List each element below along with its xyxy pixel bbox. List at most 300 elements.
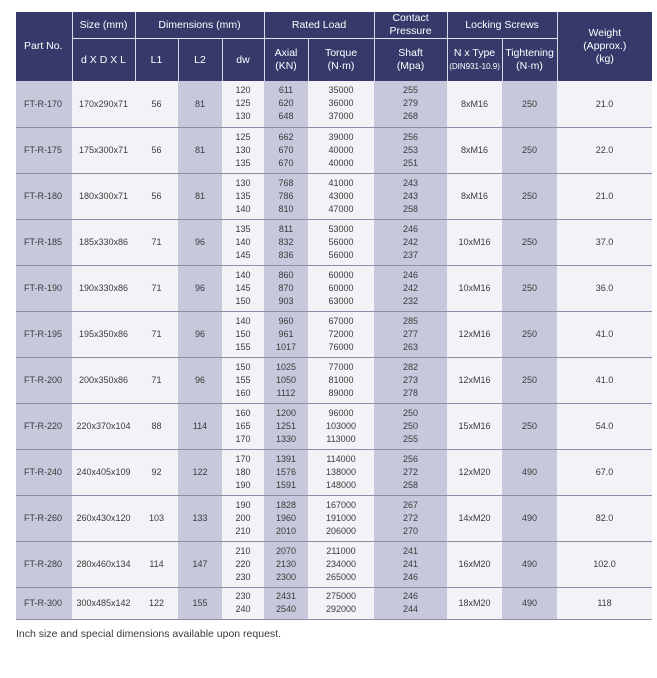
weight-cell: 37.0 bbox=[557, 219, 652, 265]
shaft-pressure-cell-value: 277 bbox=[403, 328, 419, 339]
header-tightening-unit: (N·m) bbox=[516, 60, 543, 72]
l2-cell: 155 bbox=[178, 587, 222, 619]
shaft-pressure-cell-value: 246 bbox=[403, 571, 419, 582]
torque-cell-value: 60000 bbox=[328, 282, 354, 293]
torque-cell-value: 37000 bbox=[328, 111, 354, 122]
tightening-cell: 490 bbox=[502, 449, 557, 495]
size-cell: 240x405x109 bbox=[72, 449, 135, 495]
torque-cell-value: 77000 bbox=[328, 361, 354, 372]
table-row bbox=[16, 403, 652, 449]
torque-cell-value: 36000 bbox=[328, 98, 354, 109]
dw-cell-value: 125 bbox=[235, 98, 251, 109]
shaft-pressure-cell-value: 243 bbox=[403, 190, 419, 201]
weight-cell: 67.0 bbox=[557, 449, 652, 495]
dw-cell-value: 140 bbox=[235, 269, 251, 280]
torque-cell bbox=[308, 219, 374, 265]
axial-load-cell-value: 2300 bbox=[276, 571, 297, 582]
torque-cell-value: 89000 bbox=[328, 387, 354, 398]
dw-cell-value: 130 bbox=[235, 144, 251, 155]
torque-cell bbox=[308, 495, 374, 541]
dw-cell-value: 150 bbox=[235, 295, 251, 306]
header-size-formula: d X D X L bbox=[72, 39, 135, 82]
l1-cell: 71 bbox=[135, 265, 178, 311]
tightening-cell: 250 bbox=[502, 357, 557, 403]
axial-load-cell bbox=[264, 173, 308, 219]
table-row bbox=[16, 81, 652, 127]
tightening-cell: 250 bbox=[502, 403, 557, 449]
l2-cell: 133 bbox=[178, 495, 222, 541]
torque-cell bbox=[308, 541, 374, 587]
l2-cell: 96 bbox=[178, 357, 222, 403]
torque-cell-value: 103000 bbox=[326, 420, 357, 431]
torque-cell-value: 113000 bbox=[326, 433, 356, 444]
l2-cell: 81 bbox=[178, 173, 222, 219]
dw-cell bbox=[222, 219, 264, 265]
torque-cell bbox=[308, 403, 374, 449]
table-row bbox=[16, 587, 652, 619]
header-weight-label: Weight bbox=[588, 27, 622, 39]
shaft-pressure-cell-value: 246 bbox=[403, 223, 419, 234]
part-number-cell: FT-R-200 bbox=[16, 357, 72, 403]
axial-load-cell-value: 1200 bbox=[276, 407, 297, 418]
shaft-pressure-cell-value: 272 bbox=[403, 512, 419, 523]
torque-cell-value: 56000 bbox=[328, 236, 354, 247]
header-part-no: Part No. bbox=[16, 12, 72, 81]
dw-cell-value: 150 bbox=[235, 361, 251, 372]
shaft-pressure-cell-value: 237 bbox=[403, 249, 419, 260]
axial-load-cell-value: 786 bbox=[278, 190, 294, 201]
torque-cell bbox=[308, 81, 374, 127]
axial-load-cell-value: 2130 bbox=[276, 558, 297, 569]
torque-cell-value: 292000 bbox=[326, 604, 357, 614]
l2-cell: 81 bbox=[178, 81, 222, 127]
dw-cell-value: 150 bbox=[235, 328, 251, 339]
shaft-pressure-cell-value: 242 bbox=[403, 236, 419, 247]
header-size: Size (mm) bbox=[72, 12, 135, 39]
part-number-cell: FT-R-280 bbox=[16, 541, 72, 587]
l1-cell: 122 bbox=[135, 587, 178, 619]
dw-cell-value: 125 bbox=[235, 131, 251, 142]
tightening-cell: 250 bbox=[502, 81, 557, 127]
size-cell: 190x330x86 bbox=[72, 265, 135, 311]
dw-cell-value: 140 bbox=[235, 236, 251, 247]
part-number-cell: FT-R-240 bbox=[16, 449, 72, 495]
torque-cell bbox=[308, 265, 374, 311]
dw-cell-value: 190 bbox=[235, 479, 251, 490]
shaft-pressure-cell-value: 232 bbox=[403, 295, 419, 306]
axial-load-cell-value: 2070 bbox=[276, 545, 297, 556]
table-row bbox=[16, 219, 652, 265]
shaft-pressure-cell-value: 282 bbox=[403, 361, 419, 372]
shaft-pressure-cell-value: 255 bbox=[403, 85, 419, 96]
part-number-cell: FT-R-300 bbox=[16, 587, 72, 619]
torque-cell-value: 265000 bbox=[326, 571, 357, 582]
tightening-cell: 250 bbox=[502, 219, 557, 265]
weight-cell: 36.0 bbox=[557, 265, 652, 311]
torque-cell-value: 138000 bbox=[326, 466, 357, 477]
dw-cell-value: 140 bbox=[235, 203, 251, 214]
dw-cell-value: 155 bbox=[235, 341, 251, 352]
torque-cell-value: 41000 bbox=[328, 177, 354, 188]
dw-cell-value: 230 bbox=[235, 571, 251, 582]
part-number-cell: FT-R-190 bbox=[16, 265, 72, 311]
dw-cell-value: 160 bbox=[235, 387, 251, 398]
size-cell: 280x460x134 bbox=[72, 541, 135, 587]
shaft-pressure-cell bbox=[374, 495, 447, 541]
shaft-pressure-cell-value: 270 bbox=[403, 525, 419, 536]
torque-cell-value: 72000 bbox=[328, 328, 354, 339]
shaft-pressure-cell bbox=[374, 311, 447, 357]
shaft-pressure-cell-value: 272 bbox=[403, 466, 419, 477]
shaft-pressure-cell bbox=[374, 587, 447, 619]
axial-load-cell-value: 903 bbox=[278, 295, 294, 306]
l1-cell: 56 bbox=[135, 127, 178, 173]
axial-load-cell-value: 648 bbox=[278, 111, 294, 122]
torque-cell bbox=[308, 449, 374, 495]
part-number-cell: FT-R-260 bbox=[16, 495, 72, 541]
torque-cell-value: 39000 bbox=[328, 131, 354, 142]
torque-cell-value: 191000 bbox=[326, 512, 357, 523]
shaft-pressure-cell-value: 242 bbox=[403, 282, 419, 293]
shaft-pressure-cell-value: 241 bbox=[403, 558, 419, 569]
shaft-pressure-cell bbox=[374, 173, 447, 219]
part-number-cell: FT-R-180 bbox=[16, 173, 72, 219]
torque-cell-value: 96000 bbox=[328, 407, 354, 418]
torque-cell-value: 206000 bbox=[326, 525, 357, 536]
axial-load-cell bbox=[264, 357, 308, 403]
dw-cell-value: 130 bbox=[235, 177, 251, 188]
header-torque-unit: (N·m) bbox=[327, 60, 355, 72]
torque-cell-value: 76000 bbox=[328, 341, 354, 352]
header-rated-load: Rated Load bbox=[264, 12, 374, 39]
dw-cell-value: 155 bbox=[235, 374, 251, 385]
header-torque-label: Torque bbox=[324, 47, 358, 59]
table-row bbox=[16, 127, 652, 173]
shaft-pressure-cell-value: 256 bbox=[403, 131, 419, 142]
header-tightening bbox=[502, 39, 557, 82]
axial-load-cell bbox=[264, 403, 308, 449]
size-cell: 195x350x86 bbox=[72, 311, 135, 357]
dw-cell-value: 140 bbox=[235, 315, 251, 326]
l2-cell: 96 bbox=[178, 265, 222, 311]
header-weight-unit: (kg) bbox=[595, 53, 614, 65]
header-torque bbox=[308, 39, 374, 82]
shaft-pressure-cell-value: 244 bbox=[403, 604, 419, 614]
torque-cell-value: 148000 bbox=[326, 479, 357, 490]
screw-type-cell: 8xM16 bbox=[447, 173, 502, 219]
shaft-pressure-cell bbox=[374, 219, 447, 265]
axial-load-cell bbox=[264, 495, 308, 541]
specification-table bbox=[16, 12, 652, 620]
dw-cell-value: 200 bbox=[235, 512, 251, 523]
dw-cell bbox=[222, 127, 264, 173]
axial-load-cell bbox=[264, 311, 308, 357]
header-weight-approx: (Approx.) bbox=[583, 40, 627, 52]
l1-cell: 56 bbox=[135, 81, 178, 127]
torque-cell bbox=[308, 173, 374, 219]
torque-cell-value: 234000 bbox=[326, 558, 357, 569]
axial-load-cell bbox=[264, 219, 308, 265]
axial-load-cell-value: 1330 bbox=[276, 433, 297, 444]
size-cell: 220x370x104 bbox=[72, 403, 135, 449]
shaft-pressure-cell-value: 241 bbox=[403, 545, 419, 556]
header-shaft-unit: (Mpa) bbox=[396, 60, 425, 72]
table-body bbox=[16, 81, 652, 619]
shaft-pressure-cell-value: 258 bbox=[403, 479, 419, 490]
axial-load-cell-value: 1576 bbox=[276, 466, 297, 477]
shaft-pressure-cell-value: 250 bbox=[403, 407, 419, 418]
axial-load-cell-value: 1591 bbox=[276, 479, 297, 490]
l2-cell: 114 bbox=[178, 403, 222, 449]
torque-cell-value: 63000 bbox=[328, 295, 354, 306]
shaft-pressure-cell-value: 256 bbox=[403, 453, 419, 464]
l2-cell: 96 bbox=[178, 311, 222, 357]
dw-cell bbox=[222, 81, 264, 127]
size-cell: 300x485x142 bbox=[72, 587, 135, 619]
size-cell: 185x330x86 bbox=[72, 219, 135, 265]
dw-cell bbox=[222, 495, 264, 541]
tightening-cell: 490 bbox=[502, 541, 557, 587]
size-cell: 180x300x71 bbox=[72, 173, 135, 219]
header-axial-unit: (KN) bbox=[275, 60, 297, 72]
size-cell: 170x290x71 bbox=[72, 81, 135, 127]
axial-load-cell-value: 670 bbox=[278, 144, 294, 155]
header-axial-label: Axial bbox=[274, 47, 298, 59]
shaft-pressure-cell bbox=[374, 81, 447, 127]
axial-load-cell-value: 2540 bbox=[276, 604, 297, 614]
dw-cell-value: 135 bbox=[235, 190, 251, 201]
axial-load-cell-value: 1050 bbox=[276, 374, 297, 385]
axial-load-cell bbox=[264, 127, 308, 173]
dw-cell-value: 240 bbox=[235, 604, 251, 614]
shaft-pressure-cell-value: 250 bbox=[403, 420, 419, 431]
torque-cell-value: 43000 bbox=[328, 190, 354, 201]
header-nx-type-label: N x Type bbox=[453, 47, 496, 59]
screw-type-cell: 12xM16 bbox=[447, 311, 502, 357]
table-row bbox=[16, 173, 652, 219]
screw-type-cell: 10xM16 bbox=[447, 265, 502, 311]
shaft-pressure-cell-value: 279 bbox=[403, 98, 419, 109]
dw-cell bbox=[222, 541, 264, 587]
dw-cell bbox=[222, 265, 264, 311]
header-dimensions: Dimensions (mm) bbox=[135, 12, 264, 39]
dw-cell bbox=[222, 311, 264, 357]
dw-cell-value: 145 bbox=[235, 249, 251, 260]
l1-cell: 92 bbox=[135, 449, 178, 495]
table-row bbox=[16, 357, 652, 403]
screw-type-cell: 16xM20 bbox=[447, 541, 502, 587]
header-shaft bbox=[374, 39, 447, 82]
torque-cell-value: 167000 bbox=[326, 499, 357, 510]
tightening-cell: 250 bbox=[502, 127, 557, 173]
axial-load-cell-value: 2431 bbox=[276, 591, 297, 601]
dw-cell-value: 160 bbox=[235, 407, 251, 418]
weight-cell: 82.0 bbox=[557, 495, 652, 541]
dw-cell-value: 190 bbox=[235, 499, 251, 510]
axial-load-cell bbox=[264, 587, 308, 619]
table-row bbox=[16, 311, 652, 357]
shaft-pressure-cell bbox=[374, 127, 447, 173]
shaft-pressure-cell-value: 243 bbox=[403, 177, 419, 188]
table-row bbox=[16, 541, 652, 587]
screw-type-cell: 12xM20 bbox=[447, 449, 502, 495]
axial-load-cell-value: 620 bbox=[278, 98, 294, 109]
torque-cell-value: 211000 bbox=[326, 545, 356, 556]
shaft-pressure-cell-value: 267 bbox=[403, 499, 419, 510]
weight-cell: 21.0 bbox=[557, 81, 652, 127]
dw-cell bbox=[222, 403, 264, 449]
l1-cell: 71 bbox=[135, 311, 178, 357]
dw-cell-value: 210 bbox=[235, 525, 251, 536]
torque-cell-value: 81000 bbox=[328, 374, 354, 385]
torque-cell-value: 35000 bbox=[328, 85, 354, 96]
header-tightening-label: Tightening bbox=[505, 47, 554, 59]
dw-cell-value: 130 bbox=[235, 111, 251, 122]
axial-load-cell bbox=[264, 541, 308, 587]
weight-cell: 21.0 bbox=[557, 173, 652, 219]
dw-cell-value: 170 bbox=[235, 453, 251, 464]
axial-load-cell bbox=[264, 81, 308, 127]
l1-cell: 88 bbox=[135, 403, 178, 449]
table-row bbox=[16, 449, 652, 495]
header-nx-type-standard: (DIN931-10.9) bbox=[449, 62, 500, 71]
axial-load-cell-value: 662 bbox=[278, 131, 294, 142]
screw-type-cell: 10xM16 bbox=[447, 219, 502, 265]
shaft-pressure-cell-value: 258 bbox=[403, 203, 419, 214]
weight-cell: 41.0 bbox=[557, 311, 652, 357]
axial-load-cell-value: 836 bbox=[278, 249, 294, 260]
header-contact-pressure: Contact Pressure bbox=[374, 12, 447, 39]
weight-cell: 102.0 bbox=[557, 541, 652, 587]
size-cell: 175x300x71 bbox=[72, 127, 135, 173]
l2-cell: 147 bbox=[178, 541, 222, 587]
torque-cell-value: 114000 bbox=[326, 453, 356, 464]
axial-load-cell-value: 670 bbox=[278, 157, 294, 168]
axial-load-cell-value: 810 bbox=[278, 203, 294, 214]
weight-cell: 41.0 bbox=[557, 357, 652, 403]
footnote: Inch size and special dimensions available upon request. bbox=[16, 628, 281, 640]
screw-type-cell: 8xM16 bbox=[447, 81, 502, 127]
shaft-pressure-cell bbox=[374, 265, 447, 311]
torque-cell-value: 60000 bbox=[328, 269, 354, 280]
tightening-cell: 490 bbox=[502, 495, 557, 541]
torque-cell bbox=[308, 127, 374, 173]
shaft-pressure-cell-value: 255 bbox=[403, 433, 419, 444]
torque-cell-value: 40000 bbox=[328, 144, 354, 155]
weight-cell: 22.0 bbox=[557, 127, 652, 173]
dw-cell-value: 120 bbox=[235, 85, 251, 96]
torque-cell-value: 47000 bbox=[328, 203, 354, 214]
part-number-cell: FT-R-170 bbox=[16, 81, 72, 127]
dw-cell-value: 230 bbox=[235, 591, 251, 601]
dw-cell bbox=[222, 357, 264, 403]
header-shaft-label: Shaft bbox=[398, 47, 423, 59]
screw-type-cell: 14xM20 bbox=[447, 495, 502, 541]
dw-cell bbox=[222, 449, 264, 495]
table-row bbox=[16, 495, 652, 541]
l1-cell: 114 bbox=[135, 541, 178, 587]
screw-type-cell: 18xM20 bbox=[447, 587, 502, 619]
shaft-pressure-cell bbox=[374, 449, 447, 495]
dw-cell-value: 170 bbox=[235, 433, 251, 444]
axial-load-cell-value: 1960 bbox=[276, 512, 297, 523]
tightening-cell: 250 bbox=[502, 311, 557, 357]
axial-load-cell-value: 1112 bbox=[276, 387, 296, 398]
l1-cell: 103 bbox=[135, 495, 178, 541]
torque-cell bbox=[308, 311, 374, 357]
part-number-cell: FT-R-175 bbox=[16, 127, 72, 173]
part-number-cell: FT-R-185 bbox=[16, 219, 72, 265]
axial-load-cell-value: 960 bbox=[278, 315, 294, 326]
shaft-pressure-cell-value: 268 bbox=[403, 111, 419, 122]
header-l1: L1 bbox=[135, 39, 178, 82]
l1-cell: 56 bbox=[135, 173, 178, 219]
shaft-pressure-cell-value: 246 bbox=[403, 269, 419, 280]
l1-cell: 71 bbox=[135, 357, 178, 403]
axial-load-cell-value: 611 bbox=[278, 85, 294, 96]
dw-cell-value: 135 bbox=[235, 223, 251, 234]
table-row bbox=[16, 265, 652, 311]
dw-cell bbox=[222, 587, 264, 619]
part-number-cell: FT-R-195 bbox=[16, 311, 72, 357]
axial-load-cell-value: 870 bbox=[278, 282, 294, 293]
torque-cell-value: 56000 bbox=[328, 249, 354, 260]
axial-load-cell-value: 2010 bbox=[276, 525, 297, 536]
axial-load-cell-value: 811 bbox=[278, 223, 294, 234]
axial-load-cell-value: 832 bbox=[278, 236, 294, 247]
torque-cell-value: 53000 bbox=[328, 223, 354, 234]
l1-cell: 71 bbox=[135, 219, 178, 265]
dw-cell-value: 220 bbox=[235, 558, 251, 569]
dw-cell-value: 135 bbox=[235, 157, 251, 168]
axial-load-cell bbox=[264, 265, 308, 311]
tightening-cell: 250 bbox=[502, 265, 557, 311]
weight-cell: 54.0 bbox=[557, 403, 652, 449]
torque-cell-value: 67000 bbox=[328, 315, 354, 326]
dw-cell-value: 165 bbox=[235, 420, 251, 431]
axial-load-cell-value: 961 bbox=[278, 328, 294, 339]
torque-cell-value: 40000 bbox=[328, 157, 354, 168]
shaft-pressure-cell-value: 246 bbox=[403, 591, 419, 601]
dw-cell-value: 180 bbox=[235, 466, 251, 477]
shaft-pressure-cell bbox=[374, 541, 447, 587]
shaft-pressure-cell bbox=[374, 357, 447, 403]
l2-cell: 81 bbox=[178, 127, 222, 173]
dw-cell bbox=[222, 173, 264, 219]
header-nx-type bbox=[447, 39, 502, 82]
part-number-cell: FT-R-220 bbox=[16, 403, 72, 449]
header-locking-screws: Locking Screws bbox=[447, 12, 557, 39]
weight-cell: 118 bbox=[557, 587, 652, 619]
shaft-pressure-cell-value: 253 bbox=[403, 144, 419, 155]
axial-load-cell-value: 768 bbox=[278, 177, 294, 188]
shaft-pressure-cell-value: 263 bbox=[403, 341, 419, 352]
size-cell: 260x430x120 bbox=[72, 495, 135, 541]
l2-cell: 96 bbox=[178, 219, 222, 265]
shaft-pressure-cell bbox=[374, 403, 447, 449]
shaft-pressure-cell-value: 278 bbox=[403, 387, 419, 398]
tightening-cell: 490 bbox=[502, 587, 557, 619]
screw-type-cell: 8xM16 bbox=[447, 127, 502, 173]
size-cell: 200x350x86 bbox=[72, 357, 135, 403]
torque-cell bbox=[308, 357, 374, 403]
axial-load-cell-value: 1391 bbox=[276, 453, 297, 464]
axial-load-cell-value: 1251 bbox=[276, 420, 297, 431]
screw-type-cell: 15xM16 bbox=[447, 403, 502, 449]
torque-cell-value: 275000 bbox=[326, 591, 357, 601]
header-axial bbox=[264, 39, 308, 82]
dw-cell-value: 145 bbox=[235, 282, 251, 293]
